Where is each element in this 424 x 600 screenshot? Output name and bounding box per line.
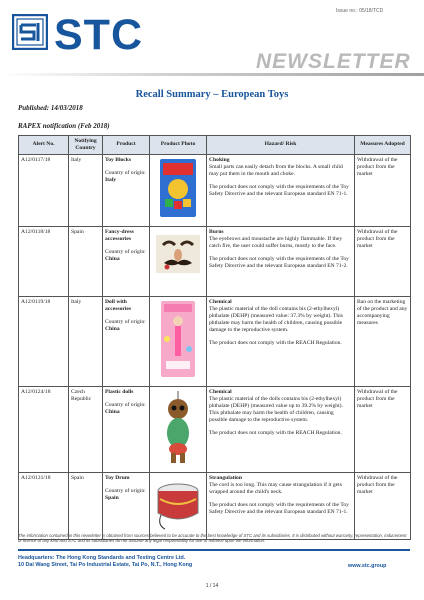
origin-label: Country of origin: <box>105 248 146 255</box>
table-header-row <box>19 136 411 155</box>
header-alert: Alert No. <box>19 136 69 155</box>
origin-label: Country of origin: <box>105 487 146 494</box>
plastic-doll-photo <box>150 387 207 473</box>
product-name: Toy Drum <box>105 474 130 481</box>
measures-adopted: Withdrawal of the product from the market <box>355 227 411 297</box>
header-hazard: Hazard/ Risk <box>207 136 355 155</box>
table-row <box>19 297 411 387</box>
origin-value: Italy <box>105 176 117 183</box>
alert-no: A12/0124/18 <box>19 387 69 473</box>
origin-value: Spain <box>105 494 119 501</box>
notifying-country: Italy <box>69 297 103 387</box>
stc-logo-icon <box>12 14 48 50</box>
toy-blocks-box-photo <box>150 155 207 227</box>
header-country: Notifying Country <box>69 136 103 155</box>
measures-adopted: Withdrawal of the product from the market <box>355 387 411 473</box>
measures-adopted: Ban on the marketing of the product and any accompanying measures <box>355 297 411 387</box>
origin-label: Country of origin: <box>105 318 146 325</box>
headquarters-address <box>18 555 192 570</box>
hazard-description: Small parts can easily detach from the blocks. A small child may put them in the mouth and choke. <box>209 163 343 177</box>
origin-value: China <box>105 255 120 262</box>
origin-value: China <box>105 408 120 415</box>
origin-value: China <box>105 325 120 332</box>
compliance-note: The product does not comply with the requirements of the Toy Safety Directive and the relevant European standard EN 71-1. <box>209 183 349 198</box>
product-name: Doll with accessories <box>105 298 132 312</box>
page-title: Recall Summary – European Toys <box>135 89 289 100</box>
header-divider <box>0 73 424 76</box>
hazard-description: The cord is too long. This may cause strangulation if it gets wrapped around the child's neck. <box>209 481 342 495</box>
product-name: Toy Blocks <box>105 156 132 163</box>
fancy-dress-mask-photo <box>150 227 207 297</box>
hq-line-1: Headquarters: The Hong Kong Standards and Testing Centre Ltd. <box>18 555 186 561</box>
table-row <box>19 473 411 540</box>
notifying-country: Spain <box>69 227 103 297</box>
product-name: Plastic dolls <box>105 388 134 395</box>
doll-package-photo <box>150 297 207 387</box>
measures-adopted: Withdrawal of the product from the market <box>355 155 411 227</box>
measures-adopted: Withdrawal of the product from the market <box>355 473 411 540</box>
hazard-description: The eyebrows and moustache are highly flammable. If they catch fire, the user could suffer burns, mostly to the face. <box>209 235 343 249</box>
published-date: Published: 14/03/2018 <box>18 104 83 112</box>
alert-no: A12/0117/18 <box>19 155 69 227</box>
notifying-country: Italy <box>69 155 103 227</box>
header-photo: Product Photo <box>150 136 207 155</box>
footer-divider <box>18 549 410 551</box>
hazard-description: The plastic material of the doll contains bis (2-ethylhexyl) phthalate (DEHP) (measured value: 37.3% by weight). This phthalate may harm the health of children, causing possible damage to the reproductive system. <box>209 305 343 334</box>
alert-no: A12/0119/18 <box>19 297 69 387</box>
compliance-note: The product does not comply with the REACH Regulation. <box>209 430 342 437</box>
page-number: 1 / 14 <box>205 583 219 589</box>
header-measures: Measures Adopted <box>355 136 411 155</box>
website-link[interactable]: www.stc.group <box>348 563 387 569</box>
issue-number: Issue no.: 05/18/TCD <box>336 8 384 14</box>
toy-drum-photo <box>150 473 207 540</box>
brand-wordmark: STC <box>54 11 143 59</box>
compliance-note: The product does not comply with the requirements of the Toy Safety Directive and the relevant European standard EN 71-1. <box>209 501 349 516</box>
notifying-country: Czech Republic <box>69 387 103 473</box>
origin-label: Country of origin: <box>105 401 146 408</box>
origin-label: Country of origin: <box>105 169 146 176</box>
recall-table <box>18 135 411 540</box>
compliance-note: The product does not comply with the REACH Regulation. <box>209 340 342 347</box>
section-subtitle: RAPEX notification (Feb 2018) <box>18 122 110 130</box>
product-name: Fancy-dress accessories <box>105 228 134 242</box>
hazard-type: Chemical <box>209 298 232 305</box>
header-product: Product <box>103 136 150 155</box>
compliance-note: The product does not comply with the requirements of the Toy Safety Directive and the relevant European standard EN 71-2. <box>209 255 349 270</box>
hazard-type: Burns <box>209 228 224 235</box>
table-row <box>19 155 411 227</box>
hazard-type: Chemical <box>209 388 232 395</box>
table-row <box>19 387 411 473</box>
hq-line-2: 10 Dai Wang Street, Tai Po Industrial Estate, Tai Po, N.T., Hong Kong <box>18 562 193 569</box>
notifying-country: Spain <box>69 473 103 540</box>
disclaimer-text: The information contained in this newsletter is obtained from sources believed to be accurate to the best knowledge of STC and its subsidiaries. It is distributed without warranty, representation, inducement or licence of any kind and STC and its subsidiaries do not assume any legal responsibility for use or reliance upon the information. <box>18 533 407 544</box>
hazard-description: The plastic material of the dolls contains bis (2-ethylhexyl) phthalate (DEHP) (measured value up to 39.2% by weight). This phthalate may harm the health of children, causing possible damage to the reproductive system. <box>209 395 343 424</box>
alert-no: A12/0118/18 <box>19 227 69 297</box>
newsletter-title: NEWSLETTER <box>256 50 411 73</box>
hazard-type: Choking <box>209 156 230 163</box>
hazard-type: Strangulation <box>209 474 242 481</box>
alert-no: A12/0131/18 <box>19 473 69 540</box>
table-row <box>19 227 411 297</box>
